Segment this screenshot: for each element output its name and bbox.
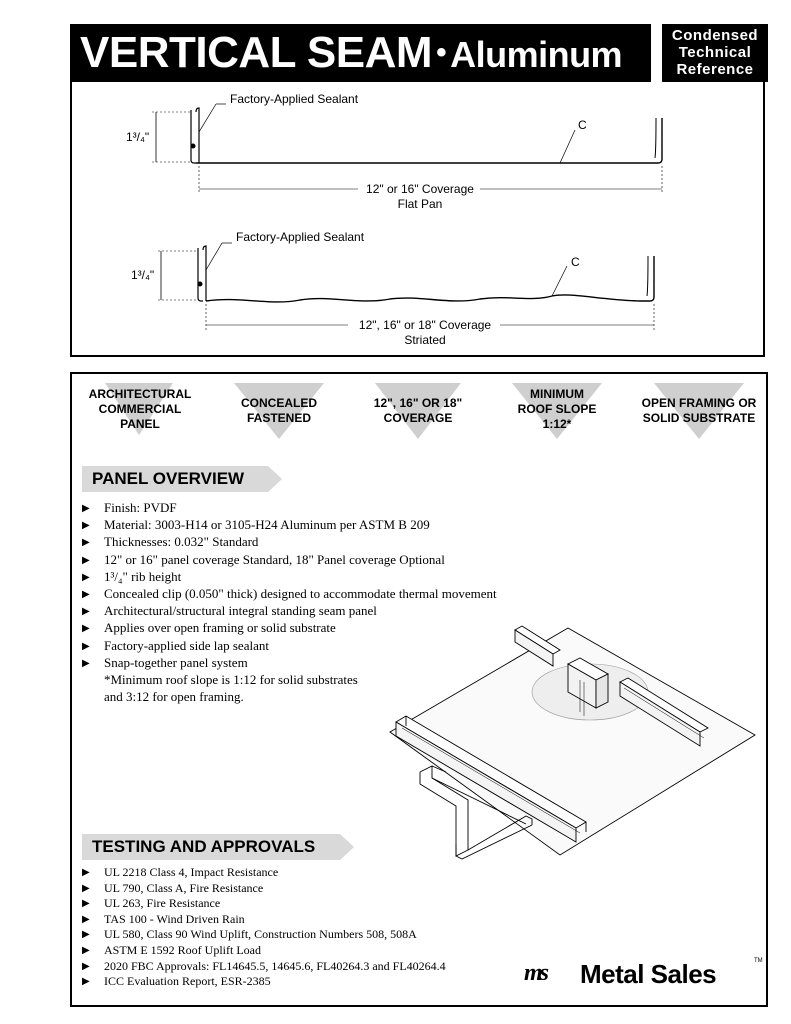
triangle-right-icon: ▶ <box>82 976 90 988</box>
title-sub: Aluminum <box>450 34 623 75</box>
list-item: ▶ ASTM E 1592 Roof Uplift Load <box>82 942 261 957</box>
list-item: ▶ ICC Evaluation Report, ESR-2385 <box>82 974 271 989</box>
triangle-right-icon: ▶ <box>82 520 90 532</box>
triangle-right-icon: ▶ <box>82 898 90 910</box>
feature-line: FASTENED <box>246 411 311 425</box>
triangle-right-icon: ▶ <box>82 606 90 618</box>
feature-open-framing-or-solid-substrate <box>634 383 764 443</box>
list-item: ▶ Architectural/structural integral standing seam panel <box>80 602 497 619</box>
list-item: ▶ Thicknesses: 0.032" Standard <box>80 533 497 550</box>
feature-line: COVERAGE <box>383 411 453 425</box>
sealant-label-striated: Factory-Applied Sealant <box>236 230 365 244</box>
list-item: ▶ Material: 3003-H14 or 3105-H24 Aluminum per ASTM B 209 <box>80 516 497 533</box>
type-label-striated: Striated <box>404 333 446 347</box>
slope-note-line-2: and 3:12 for open framing. <box>104 689 244 704</box>
coverage-label-striated: 12", 16" or 18" Coverage <box>358 318 492 332</box>
triangle-right-icon: ▶ <box>82 960 90 972</box>
feature-concealed-fastened <box>214 383 344 443</box>
badge-line-1: Condensed <box>671 27 759 44</box>
badge-line-3: Reference <box>676 61 754 78</box>
feature-line: COMMERCIAL <box>98 402 182 416</box>
list-item: ▶ 12" or 16" panel coverage Standard, 18" Panel coverage Optional <box>80 551 497 568</box>
feature-coverage <box>353 383 483 443</box>
ms-logo-mark: ms <box>524 960 547 986</box>
triangle-right-icon: ▶ <box>82 589 90 601</box>
list-item: ▶ UL 790, Class A, Fire Resistance <box>82 880 264 895</box>
list-item: ▶ UL 263, Fire Resistance <box>82 896 221 911</box>
testing-approvals-heading: TESTING AND APPROVALS <box>82 834 340 860</box>
feature-line: OPEN FRAMING OR <box>641 396 757 410</box>
feature-line: SOLID SUBSTRATE <box>642 411 756 425</box>
feature-line: ARCHITECTURAL <box>88 387 192 401</box>
clip-label-flat: C <box>578 118 587 132</box>
testing-approvals-list <box>80 865 446 990</box>
sealant-label-flat: Factory-Applied Sealant <box>230 92 359 106</box>
rib-height-label-striated: 1³/₄" <box>131 268 155 282</box>
feature-line: PANEL <box>120 417 160 431</box>
triangle-right-icon: ▶ <box>82 571 90 583</box>
list-item: ▶ UL 2218 Class 4, Impact Resistance <box>82 865 279 879</box>
triangle-right-icon: ▶ <box>82 503 90 514</box>
coverage-label-flat: 12" or 16" Coverage <box>366 182 474 196</box>
list-item: ▶ Applies over open framing or solid substrate <box>80 619 497 636</box>
triangle-right-icon: ▶ <box>82 929 90 941</box>
panel-overview-heading: PANEL OVERVIEW <box>82 466 268 492</box>
feature-line: 12", 16" OR 18" <box>373 396 463 410</box>
feature-architectural-commercial <box>75 383 205 443</box>
title-main: VERTICAL SEAM <box>80 28 433 77</box>
triangle-right-icon: ▶ <box>82 537 90 549</box>
rib-height-label-flat: 1³/₄" <box>126 130 150 144</box>
list-item: ▶ Factory-applied side lap sealant <box>80 637 497 654</box>
title-separator: • <box>436 36 447 69</box>
feature-line: ROOF SLOPE <box>517 402 597 416</box>
feature-line: CONCEALED <box>240 396 317 410</box>
triangle-right-icon: ▶ <box>82 882 90 894</box>
list-item: ▶ 2020 FBC Approvals: FL14645.5, 14645.6, FL40264.3 and FL40264.4 <box>82 958 446 973</box>
triangle-right-icon: ▶ <box>82 913 90 925</box>
logo-wordmark: Metal Sales <box>580 959 717 989</box>
type-label-flat: Flat Pan <box>397 197 443 211</box>
triangle-right-icon: ▶ <box>82 623 90 635</box>
list-item: ▶ Finish: PVDF <box>80 499 497 516</box>
badge-line-2: Technical <box>678 44 752 61</box>
trademark-symbol: TM <box>754 958 763 964</box>
feature-line: MINIMUM <box>530 387 584 401</box>
triangle-right-icon: ▶ <box>82 657 90 669</box>
list-item: ▶ UL 580, Class 90 Wind Uplift, Construction Numbers 508, 508A <box>82 927 417 942</box>
clip-label-striated: C <box>571 255 580 269</box>
triangle-right-icon: ▶ <box>82 867 90 878</box>
list-item: ▶ TAS 100 - Wind Driven Rain <box>82 911 245 926</box>
triangle-right-icon: ▶ <box>82 554 90 566</box>
triangle-right-icon: ▶ <box>82 944 90 956</box>
list-item: ▶ 1³/₄" rib height <box>80 568 497 585</box>
feature-line: 1:12* <box>542 417 572 431</box>
list-item: ▶ Snap-together panel system <box>80 654 497 671</box>
panel-isometric-illustration <box>380 620 765 860</box>
triangle-right-icon: ▶ <box>82 640 90 652</box>
slope-note-line-1: *Minimum roof slope is 1:12 for solid substrates <box>104 672 358 687</box>
feature-minimum-roof-slope <box>492 383 622 443</box>
list-item: ▶ Concealed clip (0.050" thick) designed to accommodate thermal movement <box>80 585 497 602</box>
